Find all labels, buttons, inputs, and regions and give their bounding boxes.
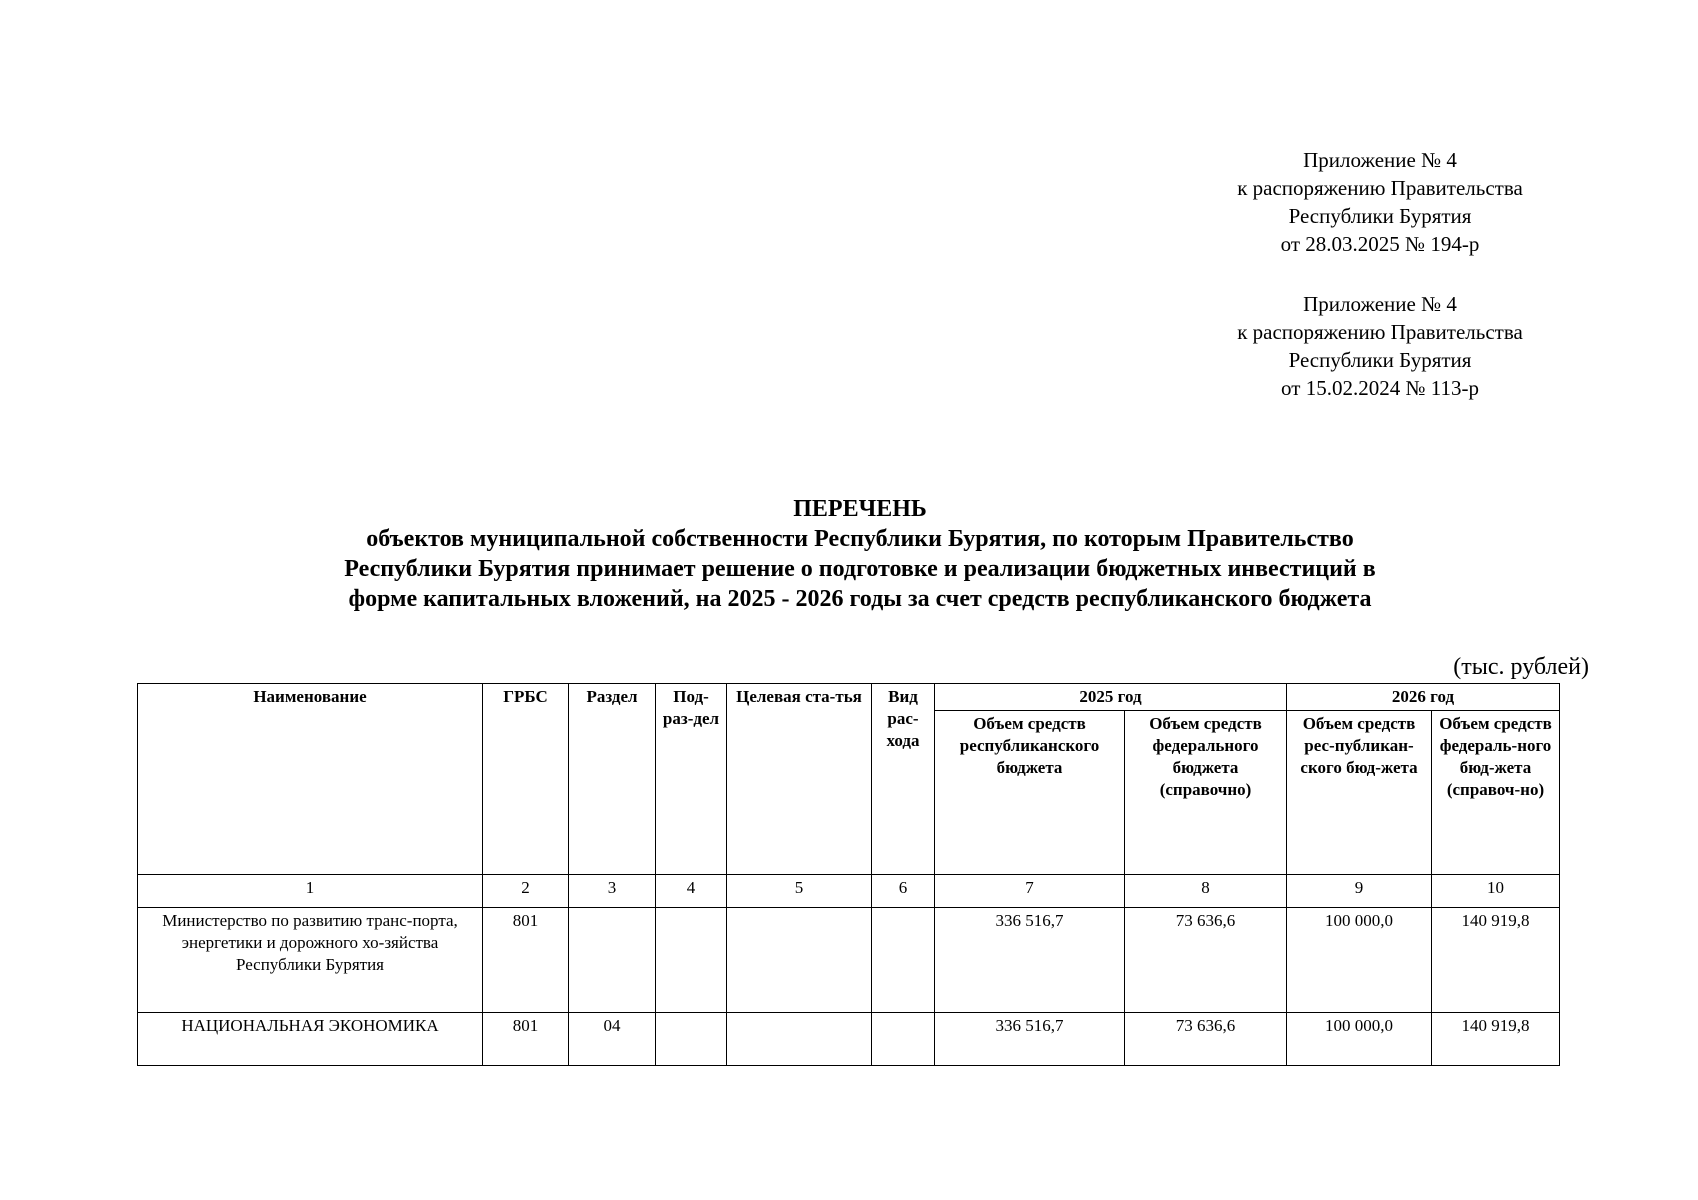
- column-number: 4: [656, 875, 727, 908]
- header-year-2026: 2026 год: [1287, 684, 1560, 711]
- row-target-article: [727, 908, 872, 1013]
- annex-current-line4: от 28.03.2025 № 194-р: [1280, 232, 1480, 256]
- row-rep-2025: 336 516,7: [935, 1013, 1125, 1066]
- row-expense-type: [872, 1013, 935, 1066]
- annex-current-line1: Приложение № 4: [1303, 148, 1457, 172]
- row-grbs: 801: [483, 1013, 569, 1066]
- row-grbs: 801: [483, 908, 569, 1013]
- row-fed-2025: 73 636,6: [1125, 1013, 1287, 1066]
- column-number: 9: [1287, 875, 1432, 908]
- header-year-2025: 2025 год: [935, 684, 1287, 711]
- row-expense-type: [872, 908, 935, 1013]
- row-rep-2025: 336 516,7: [935, 908, 1125, 1013]
- row-rep-2026: 100 000,0: [1287, 1013, 1432, 1066]
- row-fed-2025: 73 636,6: [1125, 908, 1287, 1013]
- column-number: 2: [483, 875, 569, 908]
- column-number-row: [138, 875, 1560, 908]
- row-fed-2026: 140 919,8: [1432, 908, 1560, 1013]
- header-grbs: ГРБС: [483, 684, 569, 875]
- document-title: [200, 494, 1520, 614]
- annex-current-line2: к распоряжению Правительства: [1237, 176, 1523, 200]
- header-name: Наименование: [138, 684, 483, 875]
- units-label: (тыс. рублей): [1453, 654, 1589, 680]
- header-rep-budget-2026: Объем средств рес-публикан-ского бюд-жета: [1287, 711, 1432, 875]
- header-section: Раздел: [569, 684, 656, 875]
- header-fed-budget-2026: Объем средств федераль-ного бюд-жета (справоч-но): [1432, 711, 1560, 875]
- column-number: 3: [569, 875, 656, 908]
- row-target-article: [727, 1013, 872, 1066]
- header-target-article: Целевая ста-тья: [727, 684, 872, 875]
- annex-previous: [1160, 290, 1600, 402]
- annex-previous-line3: Республики Бурятия: [1288, 348, 1472, 372]
- annex-current: [1160, 146, 1600, 258]
- annex-previous-line2: к распоряжению Правительства: [1237, 320, 1523, 344]
- row-subsection: [656, 908, 727, 1013]
- row-name: Министерство по развитию транс-порта, энергетики и дорожного хо-зяйства Республики Бурятия: [138, 908, 483, 1013]
- column-number: 8: [1125, 875, 1287, 908]
- header-subsection: Под-раз-дел: [656, 684, 727, 875]
- title-line3: форме капитальных вложений, на 2025 - 2026 годы за счет средств республиканского бюджета: [348, 586, 1372, 612]
- row-rep-2026: 100 000,0: [1287, 908, 1432, 1013]
- row-fed-2026: 140 919,8: [1432, 1013, 1560, 1066]
- row-section: [569, 908, 656, 1013]
- annex-previous-line1: Приложение № 4: [1303, 292, 1457, 316]
- title-heading: ПЕРЕЧЕНЬ: [793, 496, 927, 522]
- row-subsection: [656, 1013, 727, 1066]
- table-row: [138, 908, 1560, 1013]
- column-number: 7: [935, 875, 1125, 908]
- annex-current-line3: Республики Бурятия: [1288, 204, 1472, 228]
- header-expense-type: Вид рас-хода: [872, 684, 935, 875]
- row-section: 04: [569, 1013, 656, 1066]
- column-number: 6: [872, 875, 935, 908]
- title-line2: Республики Бурятия принимает решение о подготовке и реализации бюджетных инвестиций в: [344, 556, 1376, 582]
- annex-previous-line4: от 15.02.2024 № 113-р: [1281, 376, 1479, 400]
- budget-table: [137, 683, 1560, 1066]
- column-number: 10: [1432, 875, 1560, 908]
- table-header-row: [138, 684, 1560, 711]
- row-name: НАЦИОНАЛЬНАЯ ЭКОНОМИКА: [138, 1013, 483, 1066]
- title-line1: объектов муниципальной собственности Республики Бурятия, по которым Правительство: [366, 526, 1354, 552]
- header-fed-budget-2025: Объем средств федерального бюджета (справочно): [1125, 711, 1287, 875]
- column-number: 1: [138, 875, 483, 908]
- header-rep-budget-2025: Объем средств республиканского бюджета: [935, 711, 1125, 875]
- table-row: [138, 1013, 1560, 1066]
- column-number: 5: [727, 875, 872, 908]
